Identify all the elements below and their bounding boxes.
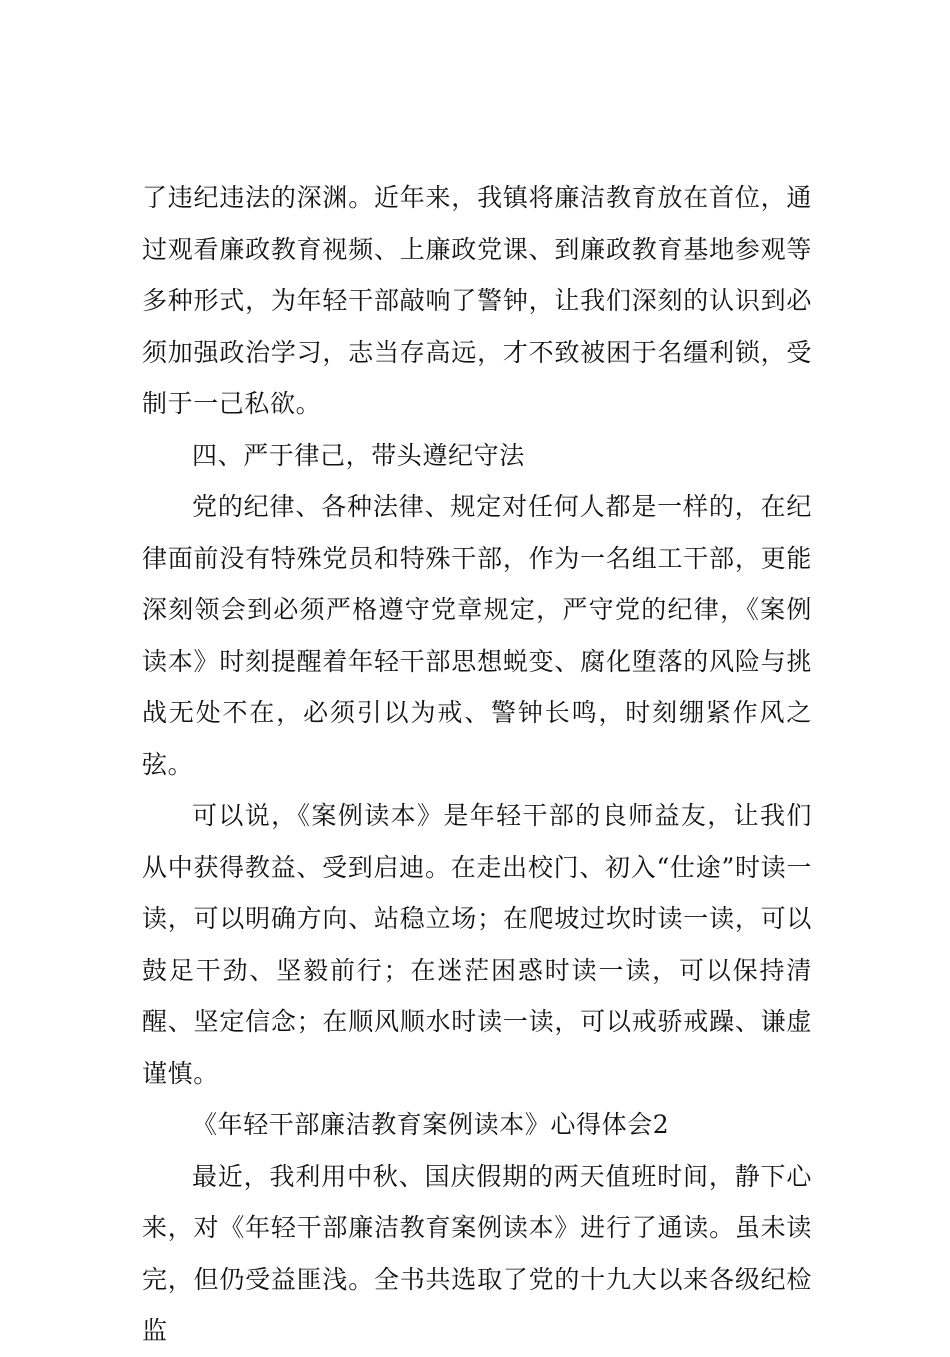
paragraph-conclusion: 可以说，《案例读本》是年轻干部的良师益友，让我们从中获得教益、受到启迪。在走出校门、初入“仕途”时读一读，可以明确方向、站稳立场；在爬坡过坎时读一读，可以鼓足干劲、坚毅前行；在迷茫困惑时读一读，可以保持清醒、坚定信念；在顺风顺水时读一读，可以戒骄戒躁、谦虚谨慎。	[142, 801, 812, 1088]
section-heading-4: 四、严于律己，带头遵纪守法	[192, 440, 525, 470]
document-body	[142, 172, 812, 1357]
article-title-2: 《年轻干部廉洁教育案例读本》心得体会2	[192, 1110, 670, 1139]
paragraph-article2-intro: 最近，我利用中秋、国庆假期的两天值班时间，静下心来，对《年轻干部廉洁教育案例读本》进行了通读。虽未读完，但仍受益匪浅。全书共选取了党的十九大以来各级纪检监	[142, 1161, 812, 1345]
paragraph-continuation: 了违纪违法的深渊。近年来，我镇将廉洁教育放在首位，通过观看廉政教育视频、上廉政党课、到廉政教育基地参观等多种形式，为年轻干部敲响了警钟，让我们深刻的认识到必须加强政治学习，志当存高远，才不致被困于名缰利锁，受制于一己私欲。	[142, 183, 812, 418]
paragraph-discipline: 党的纪律、各种法律、规定对任何人都是一样的，在纪律面前没有特殊党员和特殊干部，作为一名组工干部，更能深刻领会到必须严格遵守党章规定，严守党的纪律，《案例读本》时刻提醒着年轻干部思想蜕变、腐化堕落的风险与挑战无处不在，必须引以为戒、警钟长鸣，时刻绷紧作风之弦。	[142, 492, 812, 779]
